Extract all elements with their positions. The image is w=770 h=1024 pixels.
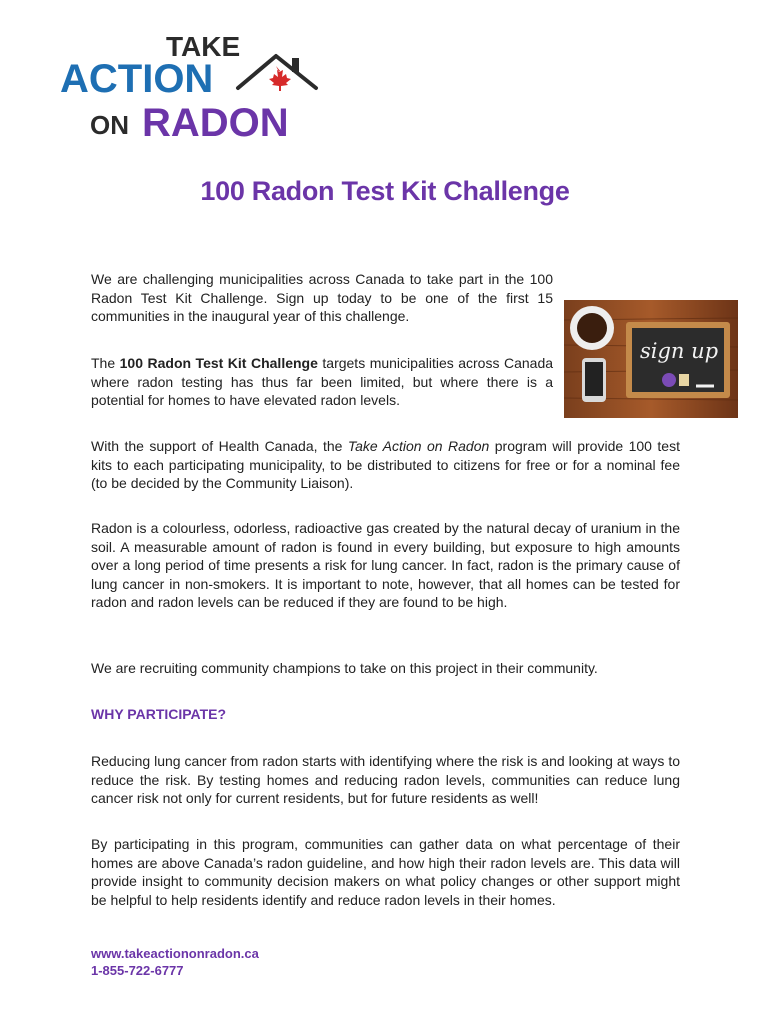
health-canada-paragraph (91, 437, 680, 493)
logo-action-text: ACTION (60, 57, 214, 101)
logo-on-text: ON (90, 110, 129, 140)
logo-radon-text: RADON (142, 101, 289, 142)
p3-rest: program will provide 100 test kits to each participating municipality, to be distributed to citizens for free or for a nominal fee (to be decided by the Community Liaison). (91, 438, 680, 491)
maple-leaf-icon (269, 66, 291, 91)
phone-number[interactable]: 1-855-722-6777 (91, 963, 184, 978)
challenge-paragraph (91, 354, 553, 410)
page-title: 100 Radon Test Kit Challenge (200, 176, 570, 206)
program-name-italic: Take Action on Radon (347, 438, 490, 454)
challenge-name-bold: 100 Radon Test Kit Challenge (119, 355, 318, 371)
logo-graphic (58, 30, 338, 142)
website-link[interactable]: www.takeactiononradon.ca (91, 946, 259, 961)
logo-take-text: TAKE (166, 31, 241, 62)
sign-up-image (564, 300, 738, 418)
sign-up-photo (564, 300, 738, 418)
p3-prefix: With the support of Health Canada, the (91, 438, 348, 454)
p2-rest: targets municipalities across Canada where radon testing has thus far been limited, but where there is a potential for homes to have elevated radon levels. (91, 355, 554, 408)
chalkboard-text: sign up (640, 339, 719, 363)
intro-paragraph: We are challenging municipalities across Canada to take part in the 100 Radon Test Kit Challenge. Sign up today to be one of the first 15 communities in the inaugural year of this challenge. (91, 271, 553, 324)
footer-contact (91, 945, 259, 979)
reducing-risk-paragraph: Reducing lung cancer from radon starts with identifying where the risk is and looking at ways to reduce the risk. By testing homes and reducing radon levels, communities can reduce lung cancer risk not only for current residents, but for future residents as well! (91, 753, 680, 806)
radon-info-paragraph: Radon is a colourless, odorless, radioactive gas created by the natural decay of uranium in the soil. A measurable amount of radon is found in every building, but exposure to high amounts over a long period of time presents a risk for lung cancer. In fact, radon is the primary cause of lung cancer in non-smokers. It is important to note, however, that all homes can be tested for radon and radon levels can be reduced if they are found to be high. (91, 520, 680, 610)
take-action-on-radon-logo (58, 30, 338, 142)
participation-benefits-paragraph: By participating in this program, communities can gather data on what percentage of their homes are above Canada’s radon guideline, and how high their radon levels are. This data will provide insight to community decision makers on what policy changes or other support might be helpful to help residents identify and reduce radon levels in their homes. (91, 836, 680, 908)
recruiting-paragraph: We are recruiting community champions to take on this project in their community. (91, 660, 598, 676)
why-participate-heading: WHY PARTICIPATE? (91, 706, 227, 722)
p2-prefix: The (91, 355, 120, 371)
